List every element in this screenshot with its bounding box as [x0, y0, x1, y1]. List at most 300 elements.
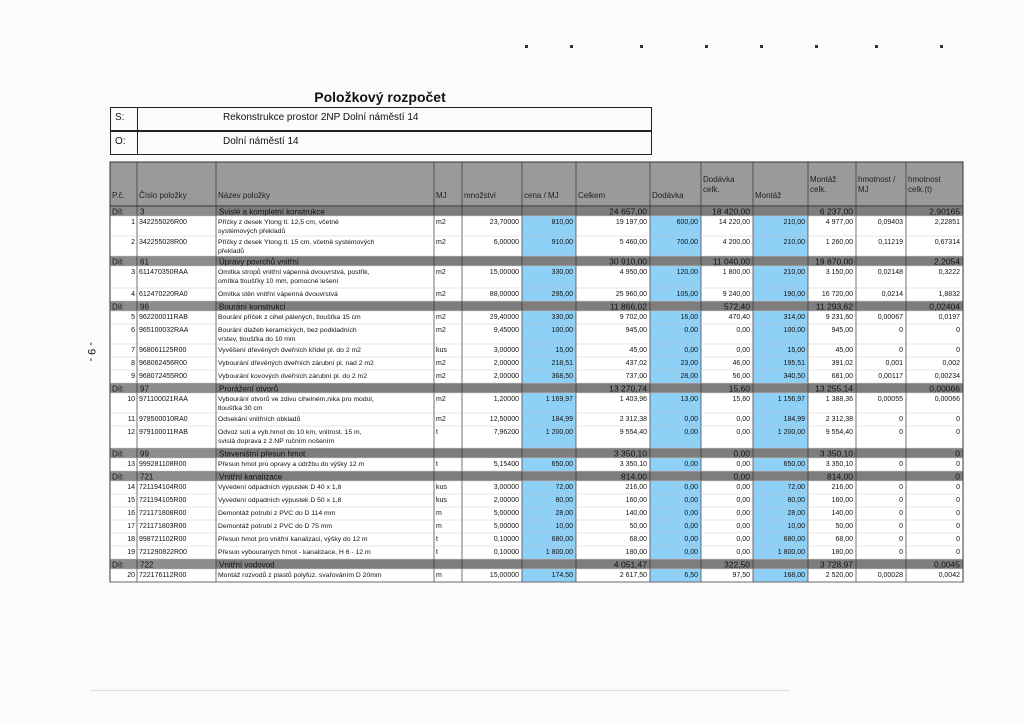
item-code: 342255026R00	[139, 219, 187, 226]
section-total: 0,0045	[934, 559, 960, 570]
item-value: 1,20000	[493, 396, 519, 403]
item-value: 3 350,10	[619, 461, 647, 468]
section-label: Díl:	[112, 384, 124, 394]
item-value: 100,00	[783, 327, 805, 334]
item-value: 0,00	[684, 347, 698, 354]
item-value: 15,00	[555, 347, 573, 354]
section-total: 0	[955, 471, 960, 482]
item-value: 140,00	[625, 510, 647, 517]
item-index: 8	[131, 360, 135, 367]
item-value: 6,50	[684, 572, 698, 579]
item-value: 210,00	[783, 219, 805, 226]
item-value: 16,00	[680, 314, 698, 321]
item-unit: m2	[436, 416, 446, 423]
item-value: 0,00	[684, 523, 698, 530]
item-value: 4 200,00	[722, 239, 750, 246]
section-name: Svislé a kompletní konstrukce	[219, 207, 325, 217]
section-label: Díl:	[112, 472, 124, 482]
item-value: 5,00000	[493, 523, 519, 530]
item-index: 17	[127, 523, 135, 530]
item-value: 80,00	[555, 497, 573, 504]
column-header: MJ	[436, 191, 447, 200]
item-value: 2 617,50	[619, 572, 647, 579]
item-value: 1 800,00	[545, 549, 573, 556]
item-value: 28,00	[555, 510, 573, 517]
page-title: Položkový rozpočet	[314, 89, 446, 105]
item-unit: m2	[436, 373, 446, 380]
item-index: 7	[131, 347, 135, 354]
item-value: 1 403,96	[619, 396, 647, 403]
section-name: Bourání konstrukcí	[219, 302, 286, 312]
item-index: 14	[127, 484, 135, 491]
item-unit: m2	[436, 219, 446, 226]
section-total: 0,00	[733, 471, 750, 482]
item-value: 0	[956, 429, 960, 436]
item-value: 216,00	[831, 484, 853, 491]
item-code: 612470220RA0	[139, 291, 188, 298]
item-value: 737,00	[625, 373, 647, 380]
item-unit: m2	[436, 239, 446, 246]
item-value: 105,00	[676, 291, 698, 298]
column-header: celk.	[703, 185, 720, 194]
item-unit: t	[436, 461, 438, 468]
item-value: 945,00	[831, 327, 853, 334]
item-value: 2,00000	[493, 373, 519, 380]
section-name: Staveništní přesun hmot	[219, 449, 306, 459]
item-value: 0,09403	[877, 219, 903, 226]
item-value: 0	[956, 416, 960, 423]
item-value: 1,8832	[938, 291, 960, 298]
item-value: 0,00067	[877, 314, 903, 321]
item-index: 1	[131, 219, 135, 226]
item-value: 0,11219	[878, 239, 903, 246]
item-name: Vyvedení odpadních výpustek D 40 x 1,8	[218, 484, 342, 491]
page-number-note: - 9 -	[85, 342, 97, 362]
item-value: 5 460,00	[619, 239, 647, 246]
item-code: 721171808R00	[139, 510, 187, 517]
item-value: 0	[956, 510, 960, 517]
item-value: 650,00	[551, 461, 573, 468]
item-value: 0,00	[736, 510, 750, 517]
column-header: cena / MJ	[524, 191, 559, 200]
section-total: 11 866,02	[609, 301, 647, 312]
item-value: 3 150,00	[825, 269, 853, 276]
item-code: 342255028R00	[139, 239, 187, 246]
section-code: 721	[140, 472, 154, 482]
item-name: Přesun hmot pro opravy a údržbu do výšky 12 m	[218, 461, 365, 468]
item-value: 700,00	[676, 239, 698, 246]
item-index: 5	[131, 314, 135, 321]
item-value: 295,00	[551, 291, 573, 298]
item-value: 0,02148	[877, 269, 903, 276]
item-value: 29,40000	[489, 314, 519, 321]
item-value: 0	[956, 536, 960, 543]
item-value: 1 169,97	[545, 396, 573, 403]
item-value: 1 800,00	[777, 549, 805, 556]
item-value: 0,00	[736, 347, 750, 354]
item-code: 962200011RAB	[139, 314, 188, 321]
item-value: 314,00	[783, 314, 805, 321]
item-value: 0	[956, 327, 960, 334]
column-header: Dodávka	[652, 191, 684, 200]
item-value: 330,00	[551, 269, 573, 276]
item-value: 0	[899, 416, 903, 423]
item-code: 971100021RAA	[139, 396, 188, 403]
item-index: 19	[127, 549, 135, 556]
item-value: 0,00	[736, 523, 750, 530]
section-name: Vnitřní vodovod	[219, 560, 275, 570]
item-value: 0,0042	[938, 572, 960, 579]
item-index: 6	[131, 327, 135, 334]
item-value: 0,00	[684, 461, 698, 468]
section-total: 15,60	[728, 383, 750, 394]
item-index: 11	[127, 416, 135, 423]
item-value: 0,00066	[934, 396, 960, 403]
item-value: 391,02	[831, 360, 853, 367]
item-value: 0,00117	[878, 373, 903, 380]
item-value: 4 977,00	[825, 219, 853, 226]
item-value: 1 388,36	[825, 396, 853, 403]
item-value: 0	[956, 484, 960, 491]
section-total: 11 293,62	[815, 301, 853, 312]
item-value: 340,50	[783, 373, 805, 380]
item-value: 0,10000	[493, 536, 519, 543]
item-value: 160,00	[831, 497, 853, 504]
item-value: 184,99	[551, 416, 573, 423]
section-total: 3 350,10	[613, 448, 647, 459]
item-value: 0	[956, 461, 960, 468]
section-total: 2,90165	[929, 206, 960, 217]
item-value: 330,00	[551, 314, 573, 321]
item-value: 184,99	[783, 416, 805, 423]
item-value: 0	[899, 549, 903, 556]
item-name: Vyvedení odpadních výpustek D 50 x 1,8	[218, 497, 342, 504]
item-value: 174,50	[551, 572, 573, 579]
item-index: 18	[127, 536, 135, 543]
item-value: 680,00	[551, 536, 573, 543]
column-header: MJ	[858, 185, 869, 194]
item-value: 88,00000	[489, 291, 519, 298]
item-value: 2,00000	[493, 360, 519, 367]
item-value: 0,00	[736, 461, 750, 468]
item-name: Demontáž potrubí z PVC do D 75 mm	[218, 523, 333, 530]
item-name: Omítka stropů vnitřní vápenná dvouvrstvá, postřik,	[218, 269, 370, 276]
section-total: 18 420,00	[712, 206, 750, 217]
item-index: 12	[127, 429, 135, 436]
item-value: 16 720,00	[821, 291, 853, 298]
item-value: 68,00	[835, 536, 853, 543]
item-value: 6,00000	[493, 239, 519, 246]
column-header: Montáž	[755, 191, 782, 200]
item-value: 600,00	[676, 219, 698, 226]
item-index: 3	[131, 269, 135, 276]
item-value: 810,00	[551, 219, 573, 226]
item-value: 0	[899, 347, 903, 354]
item-index: 9	[131, 373, 135, 380]
item-name: Přesun vybouraných hmot - kanalizace, H 6 - 12 m	[218, 549, 371, 556]
item-code: 999281108R00	[139, 461, 187, 468]
section-total: 814,00	[621, 471, 647, 482]
item-value: 0,0214	[881, 291, 903, 298]
section-code: 722	[140, 560, 154, 570]
item-name: Příčky z desek Ytong tl. 15 cm, včetně systémových	[218, 239, 375, 246]
item-value: 56,00	[732, 373, 750, 380]
item-value: 80,00	[787, 497, 805, 504]
item-value: 28,00	[680, 373, 698, 380]
item-value: 72,00	[555, 484, 573, 491]
item-value: 0,00	[736, 549, 750, 556]
item-code: 978500010RA0	[139, 416, 188, 423]
item-value: 210,00	[783, 269, 805, 276]
meta-label: O:	[115, 136, 126, 147]
item-value: 9 702,00	[619, 314, 647, 321]
item-value: 3,00000	[493, 484, 519, 491]
item-unit: kus	[436, 347, 447, 354]
section-total: 814,00	[827, 471, 853, 482]
item-value: 100,00	[551, 327, 573, 334]
section-label: Díl:	[112, 207, 124, 217]
item-value: 23,70000	[489, 219, 519, 226]
item-name: svislá doprava z 2.NP ručním nošením	[218, 438, 335, 445]
item-value: 46,00	[732, 360, 750, 367]
item-name: Přesun hmot pro vnitřní kanalizaci, výšky do 12 m	[218, 536, 368, 543]
item-value: 10,00	[555, 523, 573, 530]
section-total: 0,02404	[929, 301, 960, 312]
item-value: 0	[956, 347, 960, 354]
item-index: 13	[127, 461, 135, 468]
item-unit: kus	[436, 497, 447, 504]
item-value: 5,15400	[493, 461, 519, 468]
item-unit: t	[436, 536, 438, 543]
item-value: 19 197,00	[615, 219, 647, 226]
item-name: Vybourání otvorů ve zdivu cihelném,nika pro modul,	[218, 396, 374, 403]
item-value: 0	[899, 484, 903, 491]
item-value: 9 554,40	[619, 429, 647, 436]
section-label: Díl:	[112, 560, 124, 570]
item-value: 2 312,38	[619, 416, 647, 423]
column-header: Celkem	[578, 191, 606, 200]
item-value: 0,00	[684, 536, 698, 543]
item-value: 437,02	[625, 360, 647, 367]
item-value: 0	[899, 510, 903, 517]
item-value: 28,00	[787, 510, 805, 517]
item-index: 16	[127, 510, 135, 517]
item-value: 368,50	[551, 373, 573, 380]
section-label: Díl:	[112, 257, 124, 267]
item-value: 120,00	[676, 269, 698, 276]
item-value: 210,00	[783, 239, 805, 246]
item-name: Odvoz suti a vyb.hmot do 10 km, vnitrost. 15 m,	[218, 429, 362, 436]
item-value: 68,00	[629, 536, 647, 543]
section-name: Prorážení otvorů	[219, 384, 279, 394]
item-value: 10,00	[787, 523, 805, 530]
item-value: 9 240,00	[722, 291, 750, 298]
item-value: 0,00	[736, 327, 750, 334]
meta-label: S:	[115, 112, 125, 123]
item-index: 2	[131, 239, 135, 246]
item-value: 1 200,00	[545, 429, 573, 436]
item-value: 1 156,97	[777, 396, 805, 403]
item-value: 0,00	[736, 484, 750, 491]
item-code: 721290822R00	[139, 549, 187, 556]
item-value: 650,00	[783, 461, 805, 468]
item-value: 0	[956, 497, 960, 504]
section-code: 99	[140, 449, 149, 459]
column-header: celk.(t)	[908, 185, 932, 194]
item-value: 945,00	[625, 327, 647, 334]
column-header: hmotnost	[908, 175, 941, 184]
item-value: 0,0197	[938, 314, 960, 321]
item-unit: t	[436, 549, 438, 556]
item-code: 611470350RAA	[139, 269, 188, 276]
item-code: 965100032RAA	[139, 327, 189, 334]
item-value: 45,00	[629, 347, 647, 354]
item-value: 0	[899, 327, 903, 334]
item-code: 979100011RAB	[139, 429, 188, 436]
item-value: 0,10000	[493, 549, 519, 556]
column-header: Dodávka	[703, 175, 735, 184]
item-value: 216,00	[625, 484, 647, 491]
item-value: 168,00	[783, 572, 805, 579]
item-unit: t	[436, 429, 438, 436]
section-total: 4 051,47	[613, 559, 647, 570]
item-value: 0	[956, 523, 960, 530]
item-value: 0,00	[684, 327, 698, 334]
section-total: 6 237,00	[819, 206, 853, 217]
item-index: 4	[131, 291, 135, 298]
item-unit: m2	[436, 291, 446, 298]
item-name: překladů	[218, 248, 245, 255]
item-value: 1 800,00	[722, 269, 750, 276]
item-value: 15,00000	[489, 572, 519, 579]
item-value: 4 950,00	[619, 269, 647, 276]
item-name: Montáž rozvodů z plastů polyfúz. svařováním D 20mm	[218, 572, 382, 579]
item-value: 0,00	[684, 510, 698, 517]
item-value: 9 231,60	[825, 314, 853, 321]
item-value: 218,51	[551, 360, 573, 367]
item-index: 20	[127, 572, 135, 579]
column-header: Montáž	[810, 175, 837, 184]
item-name: systémových překladů	[218, 228, 286, 235]
item-value: 0,00	[684, 429, 698, 436]
item-value: 13,00	[680, 396, 698, 403]
item-value: 0,001	[885, 360, 903, 367]
item-value: 9,45000	[493, 327, 519, 334]
item-value: 12,50000	[489, 416, 519, 423]
item-value: 0	[899, 523, 903, 530]
item-name: Vybourání dřevěných dveřních zárubní pl. nad 2 m2	[218, 360, 374, 367]
item-value: 14 220,00	[718, 219, 750, 226]
item-name: Vyvěšení dřevěných dveřních křídel pl. do 2 m2	[218, 347, 361, 354]
item-value: 180,00	[831, 549, 853, 556]
item-value: 2,22851	[934, 219, 960, 226]
item-value: 0	[899, 497, 903, 504]
item-value: 0,67314	[934, 239, 960, 246]
item-value: 140,00	[831, 510, 853, 517]
section-code: 3	[140, 207, 145, 217]
section-total: 0	[955, 448, 960, 459]
item-unit: m2	[436, 327, 446, 334]
item-value: 2,00000	[493, 497, 519, 504]
section-total: 3 728,97	[819, 559, 853, 570]
item-value: 23,00	[680, 360, 698, 367]
section-total: 572,40	[724, 301, 750, 312]
column-header: Číslo položky	[139, 191, 187, 200]
section-total: 13 255,14	[815, 383, 853, 394]
item-unit: m2	[436, 269, 446, 276]
item-value: 0,00	[684, 549, 698, 556]
column-header: P.č.	[112, 191, 125, 200]
item-value: 0,00234	[934, 373, 960, 380]
item-unit: m	[436, 572, 442, 579]
item-unit: m2	[436, 396, 446, 403]
item-value: 45,00	[835, 347, 853, 354]
item-name: Bourání dlažeb keramických, bez podkladních	[218, 327, 357, 334]
item-value: 680,00	[783, 536, 805, 543]
section-total: 24 657,00	[609, 206, 647, 217]
item-name: Demontáž potrubí z PVC do D 114 mm	[218, 510, 336, 517]
item-value: 0,00	[736, 536, 750, 543]
item-name: omítka tloušťky 10 mm, pomocné lešení	[218, 278, 339, 285]
section-name: Úpravy povrchů vnitřní	[219, 257, 300, 267]
item-value: 0	[899, 536, 903, 543]
section-code: 96	[140, 302, 149, 312]
item-value: 72,00	[787, 484, 805, 491]
section-total: 2,2054	[934, 256, 960, 267]
item-value: 0,00028	[877, 572, 903, 579]
item-value: 2 520,00	[825, 572, 853, 579]
item-code: 721171803R00	[139, 523, 187, 530]
section-total: 19 870,00	[815, 256, 853, 267]
item-value: 1 260,00	[825, 239, 853, 246]
item-value: 50,00	[629, 523, 647, 530]
item-name: Příčky z desek Ytong tl. 12,5 cm, včetně	[218, 219, 339, 226]
item-code: 722176112R00	[139, 572, 187, 579]
item-value: 470,40	[728, 314, 750, 321]
item-code: 721194104R00	[139, 484, 187, 491]
item-unit: m2	[436, 360, 446, 367]
item-value: 0	[899, 429, 903, 436]
item-index: 10	[127, 396, 135, 403]
item-value: 160,00	[625, 497, 647, 504]
item-value: 7,96200	[493, 429, 519, 436]
item-name: Vybourání kovových dveřních zárubní pl. do 2 m2	[218, 373, 367, 380]
item-value: 0,00	[684, 416, 698, 423]
item-value: 25 960,00	[615, 291, 647, 298]
item-code: 968061125R00	[139, 347, 187, 354]
item-name: Omítka stěn vnitřní vápenná dvouvrstvá	[218, 291, 338, 298]
item-name: tloušťka 30 cm	[218, 405, 263, 412]
item-value: 0,00	[736, 416, 750, 423]
item-value: 195,51	[783, 360, 805, 367]
item-value: 15,00	[787, 347, 805, 354]
section-total: 0,00066	[929, 383, 960, 394]
item-value: 0	[956, 549, 960, 556]
item-value: 3 350,10	[825, 461, 853, 468]
item-value: 2 312,38	[825, 416, 853, 423]
section-label: Díl:	[112, 449, 124, 459]
item-value: 0,00	[736, 497, 750, 504]
item-value: 0,002	[942, 360, 960, 367]
item-code: 998721102R00	[139, 536, 187, 543]
item-value: 0,00055	[877, 396, 903, 403]
item-code: 721194105R00	[139, 497, 187, 504]
item-value: 0,00	[736, 429, 750, 436]
section-total: 11 040,00	[712, 256, 750, 267]
column-header: Název položky	[218, 191, 271, 200]
column-header: celk.	[810, 185, 827, 194]
item-value: 0,3222	[938, 269, 960, 276]
